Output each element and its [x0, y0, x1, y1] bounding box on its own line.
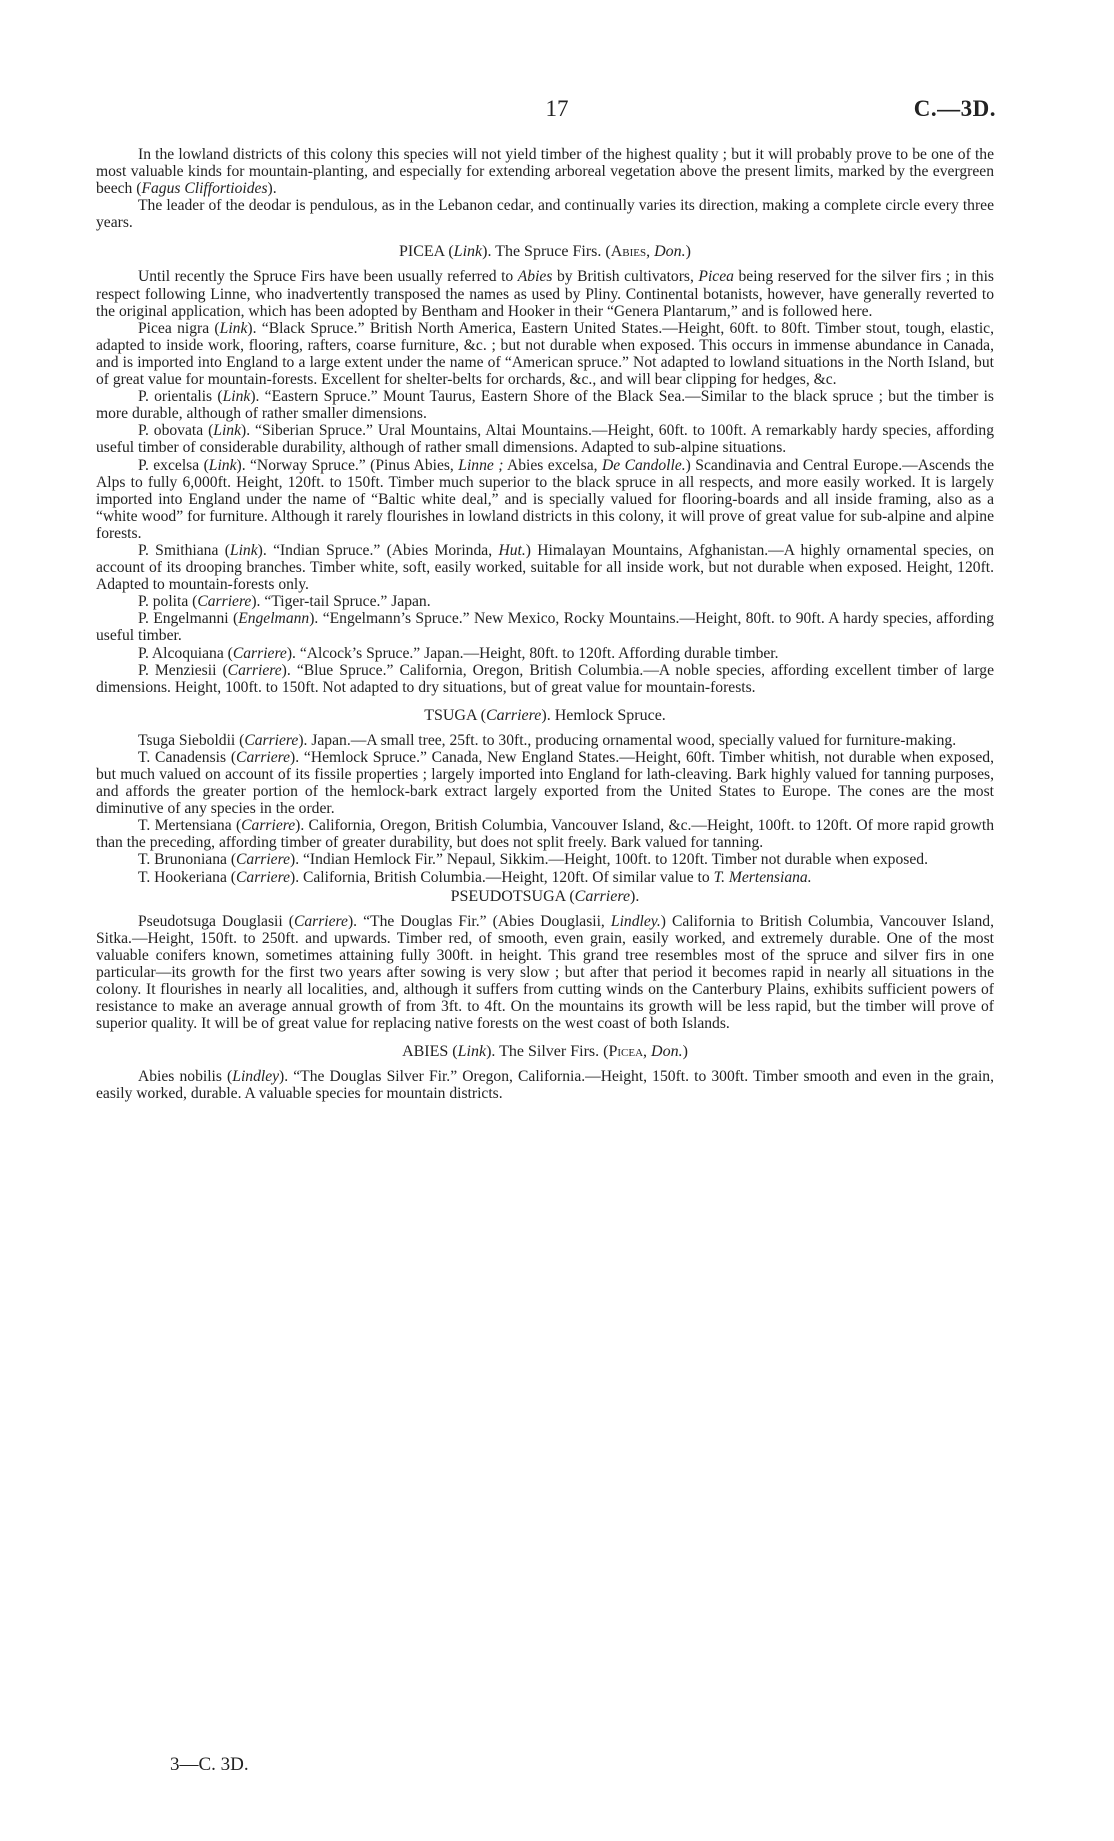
page-number: 17 — [545, 96, 569, 121]
signature-mark: 3—C. 3D. — [170, 1754, 249, 1775]
heading-tsuga: TSUGA (Carriere). Hemlock Spruce. — [424, 706, 666, 724]
entry-tsuga-sieboldii: Tsuga Sieboldii (Carriere). Japan.—A small tree, 25ft. to 30ft., producing ornamental wood, specially valued for furniture-making. — [138, 731, 957, 749]
heading-abies: ABIES (Link). The Silver Firs. (Picea, Don.) — [402, 1043, 688, 1061]
paragraph-picea-intro: Until recently the Spruce Firs have been usually referred to Abies by British cultivators, Picea being reserved for the silver firs ; in this respect following Linne, who inadvertently transposed the names as used by Pliny. Continental botanists, however, have generally reverted to the original application, which has been adopted by Bentham and Hooker in their “Genera Plantarum,” and is followed here. — [96, 268, 994, 320]
entry-picea-menziesii: P. Menziesii (Carriere). “Blue Spruce.” California, Oregon, British Columbia.—A noble species, affording excellent timber of large dimensions. Height, 100ft. to 150ft. Not adapted to dry situations, but of great value for mountain-forests. — [96, 661, 994, 696]
entry-picea-engelmanni: P. Engelmanni (Engelmann). “Engelmann’s Spruce.” New Mexico, Rocky Mountains.—Height, 80ft. to 90ft. A hardy species, affording useful timber. — [96, 610, 994, 645]
paragraph-lowland: In the lowland districts of this colony this species will not yield timber of the highest quality ; but it will probably prove to be one of the most valuable kinds for mountain-planting, and especially for extending arboreal vegetation above the present limits, marked by the evergreen beech (Fagus Cliffortioides). — [96, 146, 994, 198]
entry-picea-polita: P. polita (Carriere). “Tiger-tail Spruce.” Japan. — [138, 593, 431, 611]
paragraph-deodar: The leader of the deodar is pendulous, as in the Lebanon cedar, and continually varies its direction, making a complete circle every three years. — [96, 197, 994, 232]
entry-picea-alcoquiana: P. Alcoquiana (Carriere). “Alcock’s Spruce.” Japan.—Height, 80ft. to 120ft. Affording durable timber. — [138, 644, 779, 662]
entry-abies-nobilis: Abies nobilis (Lindley). “The Douglas Silver Fir.” Oregon, California.—Height, 150ft. to 300ft. Timber smooth and even in the grain, easily worked, durable. A valuable species for mountain districts. — [96, 1068, 995, 1103]
entry-tsuga-brunoniana: T. Brunoniana (Carriere). “Indian Hemlock Fir.” Nepaul, Sikkim.—Height, 100ft. to 120ft. Timber not durable when exposed. — [138, 851, 928, 869]
entry-picea-smithiana: P. Smithiana (Link). “Indian Spruce.” (Abies Morinda, Hut.) Himalayan Mountains, Afghanistan.—A highly ornamental species, on account of its drooping branches. Timber white, soft, easily worked, suitable for all inside work, but not durable when exposed. Height, 120ft. Adapted to mountain-forests only. — [96, 541, 994, 594]
entry-picea-orientalis: P. orientalis (Link). “Eastern Spruce.” Mount Taurus, Eastern Shore of the Black Sea.—Similar to the black spruce ; but the timber is more durable, although of rather smaller dimensions. — [96, 388, 994, 423]
body-text — [96, 146, 994, 1103]
heading-picea: PICEA (Link). The Spruce Firs. (Abies, Don.) — [399, 243, 691, 261]
heading-pseudotsuga: PSEUDOTSUGA (Carriere). — [450, 887, 640, 905]
entry-tsuga-hookeriana: T. Hookeriana (Carriere). California, British Columbia.—Height, 120ft. Of similar value to T. Mertensiana. — [138, 868, 812, 886]
entry-picea-excelsa: P. excelsa (Link). “Norway Spruce.” (Pinus Abies, Linne ; Abies excelsa, De Candolle.) Scandinavia and Central Europe.—Ascends the Alps to fully 6,000ft. Height, 120ft. to 150ft. Timber much superior to the black spruce in all respects, and more easily worked. It is largely imported into England under the name of “Baltic white deal,” and is specially valued for flooring-boards and all inside framing, also as a “white wood” for furniture. Although it rarely flourishes in lowland districts in this colony, it will prove of great value for sub-alpine and alpine forests. — [96, 456, 995, 542]
entry-picea-nigra: Picea nigra (Link). “Black Spruce.” British North America, Eastern United States.—Height, 60ft. to 80ft. Timber stout, tough, elastic, adapted to inside work, flooring, rafters, coarse furniture, &c. ; but not durable when exposed. This occurs in immense abundance in Canada, and is imported into England to a large extent under the name of “American spruce.” Not adapted to lowland situations in the North Island, but of great value for mountain-forests. Excellent for shelter-belts for orchards, &c., and will bear clipping for hedges, &c. — [96, 319, 994, 389]
entry-tsuga-canadensis: T. Canadensis (Carriere). “Hemlock Spruce.” Canada, New England States.—Height, 60ft. Timber whitish, not durable when exposed, but much valued on account of its fissile properties ; largely imported into England for lath-cleaving. Bark highly valued for tanning purposes, and affords the greater portion of the hemlock-bark extract largely exported from the United States to Europe. The cones are the most diminutive of any species in the order. — [96, 748, 994, 818]
entry-pseudotsuga-douglasii: Pseudotsuga Douglasii (Carriere). “The Douglas Fir.” (Abies Douglasii, Lindley.) California to British Columbia, Vancouver Island, Sitka.—Height, 150ft. to 250ft. and upwards. Timber red, of smooth, even grain, easily worked, and extremely durable. One of the most valuable conifers known, sometimes attaining fully 300ft. in height. This grand tree resembles most of the spruce and silver firs in one particular—its growth for the first two years after sowing is very slow ; but after that period it becomes rapid in nearly all situations in the colony. It flourishes in nearly all localities, and, although it suffers from cutting winds on the Canterbury Plains, exhibits sufficient powers of resistance to make an average annual growth of from 3ft. to 4ft. On the mountains its growth will be less rapid, but the timber will prove of superior quality. It will be of great value for replacing native forests on the west coast of both Islands. — [96, 912, 994, 1033]
entry-picea-obovata: P. obovata (Link). “Siberian Spruce.” Ural Mountains, Altai Mountains.—Height, 60ft. to 100ft. A remarkably hardy species, affording useful timber of considerable durability, although of rather small dimensions. Adapted to sub-alpine situations. — [96, 422, 994, 457]
entry-tsuga-mertensiana: T. Mertensiana (Carriere). California, Oregon, British Columbia, Vancouver Island, &c.—Height, 100ft. to 120ft. Of more rapid growth than the preceding, affording timber of greater durability, but does not split freely. Bark valued for tanning. — [96, 817, 994, 852]
document-reference: C.—3D. — [913, 96, 996, 121]
